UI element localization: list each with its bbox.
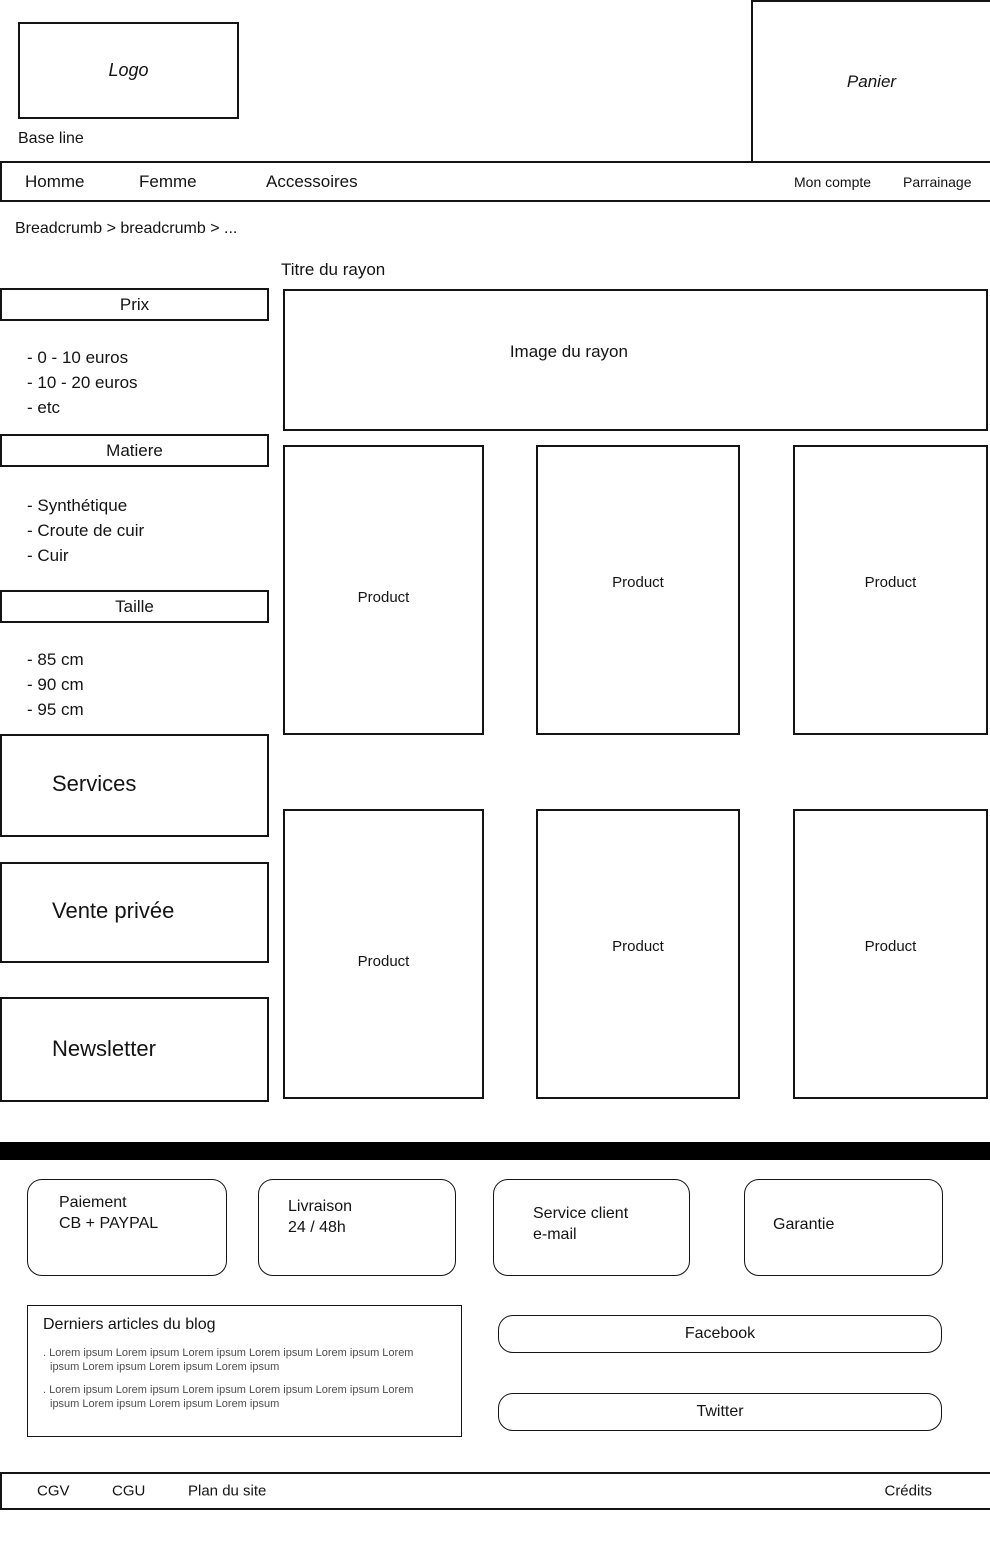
product-label: Product bbox=[864, 937, 917, 955]
feature-garantie bbox=[744, 1179, 943, 1276]
blog-bullet: . bbox=[43, 1347, 47, 1359]
filter-header-prix bbox=[0, 288, 269, 321]
legal-bar bbox=[0, 1472, 990, 1510]
product-card-3[interactable] bbox=[793, 445, 988, 735]
services-block[interactable] bbox=[0, 734, 269, 837]
facebook-button[interactable] bbox=[498, 1315, 942, 1353]
feature-paiement-line1: Paiement bbox=[59, 1194, 127, 1211]
filter-list-matiere bbox=[27, 493, 144, 568]
nav-item-accessoires[interactable]: Accessoires bbox=[266, 171, 358, 191]
product-card-1[interactable] bbox=[283, 445, 484, 735]
filter-option-taille-1[interactable]: - 85 cm bbox=[27, 650, 84, 669]
product-label: Product bbox=[357, 588, 410, 606]
blog-title: Derniers articles du blog bbox=[43, 1316, 216, 1333]
product-card-4[interactable] bbox=[283, 809, 484, 1099]
vente-privee-block[interactable] bbox=[0, 862, 269, 963]
filter-option-taille-3[interactable]: - 95 cm bbox=[27, 700, 84, 719]
legal-link-cgv[interactable]: CGV bbox=[37, 1482, 70, 1500]
feature-garantie-line1: Garantie bbox=[773, 1216, 835, 1233]
blog-post-2[interactable] bbox=[43, 1383, 441, 1411]
filter-header-matiere-label: Matiere bbox=[106, 440, 163, 460]
twitter-button[interactable] bbox=[498, 1393, 942, 1431]
baseline-text: Base line bbox=[18, 130, 84, 147]
nav-item-parrainage[interactable]: Parrainage bbox=[903, 173, 972, 190]
filter-header-prix-label: Prix bbox=[119, 294, 150, 314]
filter-header-taille-label: Taille bbox=[115, 596, 154, 616]
breadcrumb[interactable]: Breadcrumb > breadcrumb > ... bbox=[15, 220, 238, 237]
blog-post-text: Lorem ipsum Lorem ipsum Lorem ipsum Lorem ipsum Lorem ipsum Lorem ipsum Lorem ipsum Lorem ipsum Lorem ipsum bbox=[49, 1384, 414, 1410]
filter-header-taille bbox=[0, 590, 269, 623]
filter-option-taille-2[interactable]: - 90 cm bbox=[27, 675, 84, 694]
feature-paiement bbox=[27, 1179, 227, 1276]
nav-item-homme[interactable]: Homme bbox=[25, 171, 85, 191]
filter-option-matiere-3[interactable]: - Cuir bbox=[27, 546, 69, 565]
legal-link-cgu[interactable]: CGU bbox=[112, 1482, 146, 1500]
product-card-5[interactable] bbox=[536, 809, 740, 1099]
footer-divider bbox=[0, 1142, 990, 1160]
cart-button[interactable] bbox=[751, 0, 990, 161]
feature-livraison-line2: 24 / 48h bbox=[288, 1219, 346, 1236]
feature-service-client-line1: Service client bbox=[533, 1205, 629, 1222]
nav-item-femme[interactable]: Femme bbox=[139, 171, 197, 191]
section-title: Titre du rayon bbox=[281, 260, 386, 279]
legal-link-plan-du-site[interactable]: Plan du site bbox=[188, 1482, 267, 1500]
blog-box bbox=[27, 1305, 462, 1437]
nav-item-mon-compte[interactable]: Mon compte bbox=[794, 173, 872, 190]
filter-option-price-3[interactable]: - etc bbox=[27, 398, 61, 417]
legal-link-credits[interactable]: Crédits bbox=[884, 1482, 932, 1500]
product-card-2[interactable] bbox=[536, 445, 740, 735]
blog-post-1[interactable] bbox=[43, 1346, 441, 1374]
feature-service-client-line2: e-mail bbox=[533, 1226, 577, 1243]
filter-list-taille bbox=[27, 647, 84, 722]
filter-option-price-1[interactable]: - 0 - 10 euros bbox=[27, 348, 129, 367]
filter-list-prix bbox=[27, 345, 138, 420]
filter-option-price-2[interactable]: - 10 - 20 euros bbox=[27, 373, 138, 392]
product-label: Product bbox=[612, 937, 664, 955]
filter-option-matiere-1[interactable]: - Synthétique bbox=[27, 496, 128, 515]
logo-label: Logo bbox=[108, 60, 149, 80]
newsletter-block[interactable] bbox=[0, 997, 269, 1102]
feature-livraison-line1: Livraison bbox=[288, 1198, 353, 1215]
services-label: Services bbox=[52, 771, 137, 796]
category-image bbox=[283, 289, 988, 431]
facebook-label: Facebook bbox=[684, 1325, 756, 1342]
product-card-6[interactable] bbox=[793, 809, 988, 1099]
newsletter-label: Newsletter bbox=[52, 1036, 156, 1061]
blog-bullet: . bbox=[43, 1384, 47, 1396]
filter-header-matiere bbox=[0, 434, 269, 467]
product-label: Product bbox=[864, 573, 917, 591]
product-label: Product bbox=[357, 952, 410, 970]
filter-option-matiere-2[interactable]: - Croute de cuir bbox=[27, 521, 145, 540]
twitter-label: Twitter bbox=[696, 1403, 744, 1420]
main-nav bbox=[0, 161, 990, 202]
blog-post-text: Lorem ipsum Lorem ipsum Lorem ipsum Lorem ipsum Lorem ipsum Lorem ipsum Lorem ipsum Lorem ipsum Lorem ipsum bbox=[49, 1347, 414, 1373]
vente-privee-label: Vente privée bbox=[52, 898, 175, 923]
feature-livraison bbox=[258, 1179, 456, 1276]
feature-service-client bbox=[493, 1179, 690, 1276]
logo[interactable] bbox=[18, 22, 239, 119]
category-image-label: Image du rayon bbox=[509, 342, 628, 361]
cart-label: Panier bbox=[846, 71, 897, 91]
product-label: Product bbox=[612, 573, 664, 591]
feature-paiement-line2: CB + PAYPAL bbox=[59, 1215, 159, 1232]
